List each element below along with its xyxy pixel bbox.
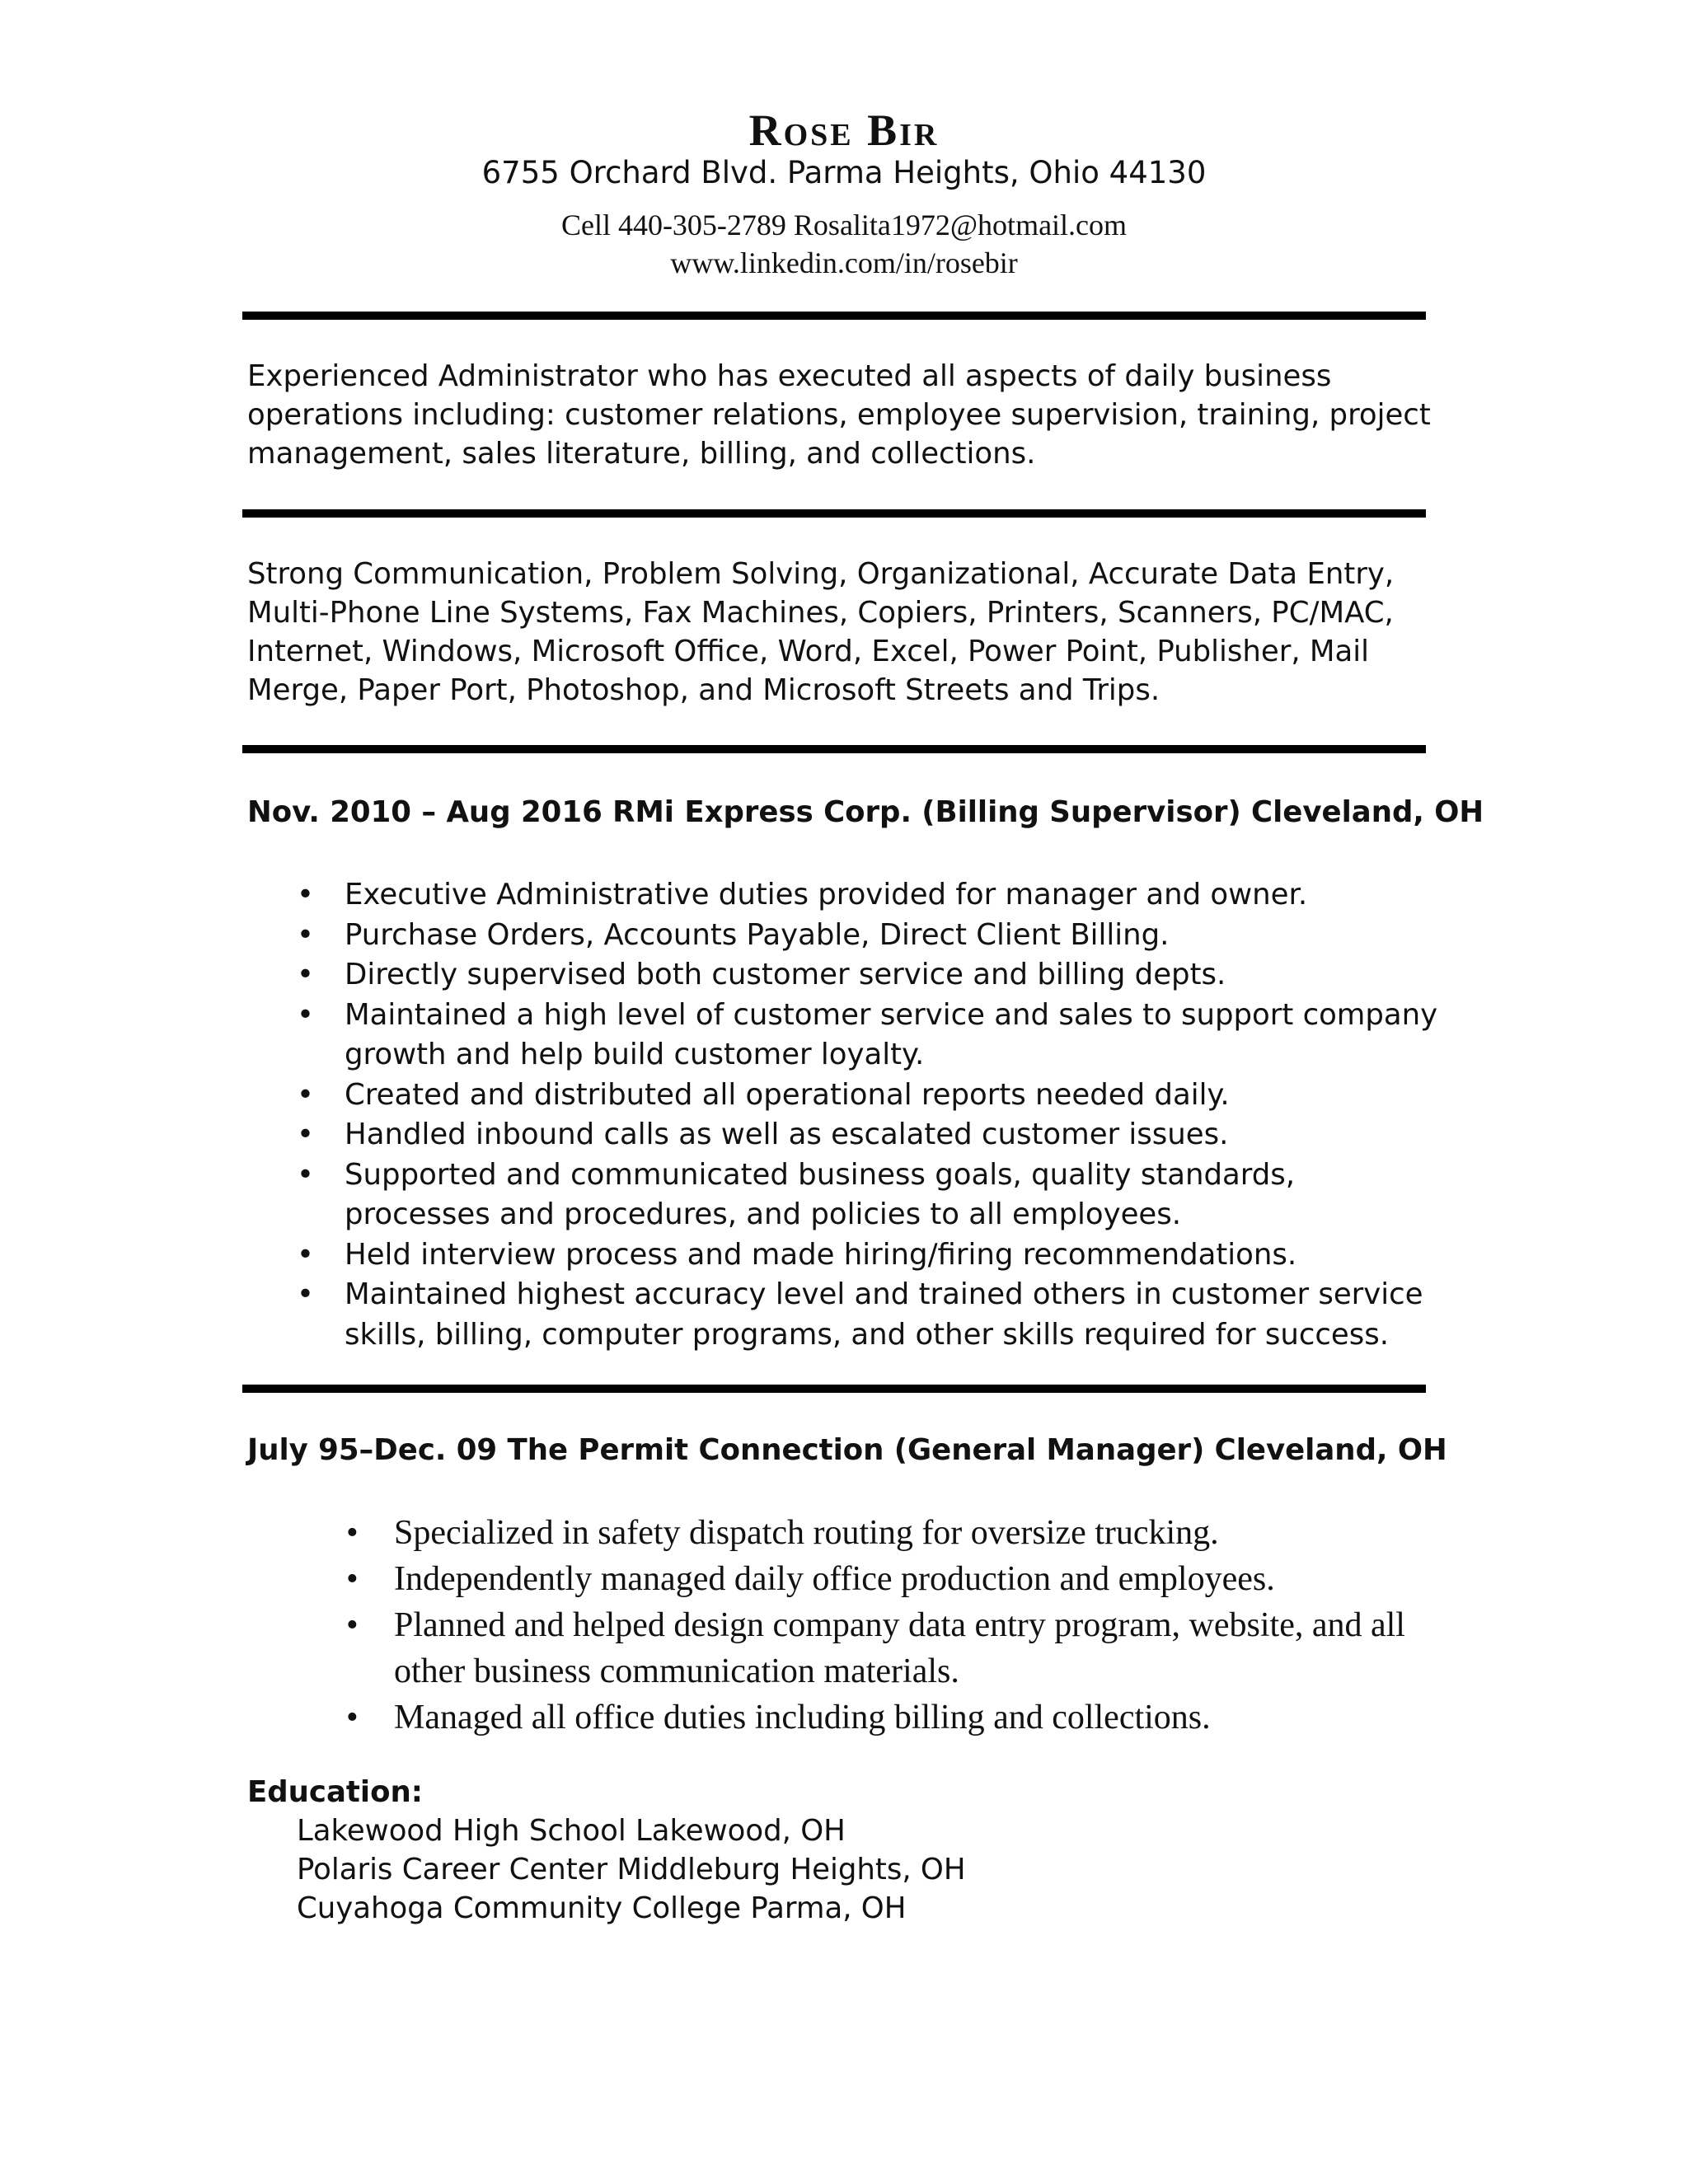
list-item: [346, 1510, 1451, 1556]
list-item: Cuyahoga Community College Parma, OH: [297, 1891, 907, 1925]
list-item: [297, 1076, 1442, 1116]
section-divider: [242, 745, 1426, 753]
bullet-text: Purchase Orders, Accounts Payable, Direct Client Billing.: [345, 917, 1170, 952]
resume-name: Rose Bir: [748, 105, 940, 155]
section-divider: [242, 312, 1426, 320]
list-item: [297, 1275, 1442, 1355]
job-bullets-rmi-express: [297, 875, 1442, 1355]
bullet-icon: •: [297, 1237, 314, 1272]
list-item: [346, 1694, 1451, 1741]
list-item: [297, 955, 1442, 996]
section-divider: [242, 1385, 1426, 1393]
list-item: [297, 875, 1442, 916]
contact-phone-email: Cell 440-305-2789 Rosalita1972@hotmail.com: [560, 209, 1128, 241]
list-item: [297, 1235, 1442, 1276]
list-item: [297, 996, 1442, 1076]
bullet-text: Supported and communicated business goals, quality standards, processes and procedures, and policies to all employees.: [345, 1157, 1296, 1231]
summary-paragraph: Experienced Administrator who has executed all aspects of daily business operations including: customer relations, employee supervision, training, project management, sales literature, billing, and collections.: [247, 359, 1431, 471]
bullet-text: Executive Administrative duties provided for manager and owner.: [345, 878, 1308, 912]
skills-paragraph: Strong Communication, Problem Solving, Organizational, Accurate Data Entry, Multi-Phone Line Systems, Fax Machines, Copiers, Printers, Scanners, PC/MAC, Internet, Windows, Microsoft Office, Word, Excel, Power Point, Publisher, Mail Merge, Paper Port, Photoshop, and Microsoft Streets and Trips.: [247, 557, 1395, 707]
list-item: [297, 1115, 1442, 1155]
bullet-text: Independently managed daily office production and employees.: [394, 1560, 1275, 1598]
bullet-text: Managed all office duties including billing and collections.: [394, 1699, 1211, 1736]
bullet-icon: •: [297, 917, 314, 952]
bullet-text: Held interview process and made hiring/firing recommendations.: [345, 1237, 1297, 1272]
list-item: [346, 1602, 1451, 1694]
bullet-icon: •: [346, 1699, 359, 1736]
bullet-icon: •: [346, 1606, 359, 1644]
contact-linkedin: www.linkedin.com/in/rosebir: [670, 246, 1018, 279]
bullet-icon: •: [297, 997, 314, 1032]
job-heading-permit-connection: July 95–Dec. 09 The Permit Connection (General Manager) Cleveland, OH: [247, 1433, 1447, 1467]
bullet-text: Maintained a high level of customer service and sales to support company growth and help build customer loyalty.: [345, 997, 1438, 1071]
bullet-icon: •: [346, 1514, 359, 1552]
bullet-icon: •: [297, 1118, 314, 1151]
job-bullets-permit-connection: [346, 1510, 1451, 1741]
bullet-text: Planned and helped design company data entry program, website, and all other business communication materials.: [394, 1606, 1405, 1690]
bullet-text: Maintained highest accuracy level and trained others in customer service skills, billing, computer programs, and other skills required for success.: [345, 1277, 1423, 1352]
bullet-icon: •: [297, 958, 314, 991]
bullet-icon: •: [297, 1077, 314, 1112]
bullet-icon: •: [297, 1277, 314, 1311]
list-item: Lakewood High School Lakewood, OH: [297, 1814, 846, 1848]
list-item: [297, 1155, 1442, 1235]
list-item: [297, 916, 1442, 956]
bullet-text: Handled inbound calls as well as escalated customer issues.: [345, 1118, 1229, 1151]
job-heading-rmi-express: Nov. 2010 – Aug 2016 RMi Express Corp. (Billing Supervisor) Cleveland, OH: [247, 795, 1484, 829]
bullet-text: Specialized in safety dispatch routing for oversize trucking.: [394, 1514, 1219, 1552]
bullet-text: Directly supervised both customer service and billing depts.: [345, 958, 1226, 991]
bullet-icon: •: [346, 1560, 359, 1598]
bullet-text: Created and distributed all operational reports needed daily.: [345, 1077, 1230, 1112]
bullet-icon: •: [297, 878, 314, 912]
list-item: [346, 1556, 1451, 1602]
bullet-icon: •: [297, 1157, 314, 1192]
resume-contact: [0, 206, 1688, 282]
education-heading: Education:: [247, 1775, 423, 1809]
section-divider: [242, 509, 1426, 518]
list-item: Polaris Career Center Middleburg Heights, OH: [297, 1853, 966, 1886]
resume-address: 6755 Orchard Blvd. Parma Heights, Ohio 44130: [481, 155, 1207, 190]
education-list: [297, 1811, 966, 1928]
